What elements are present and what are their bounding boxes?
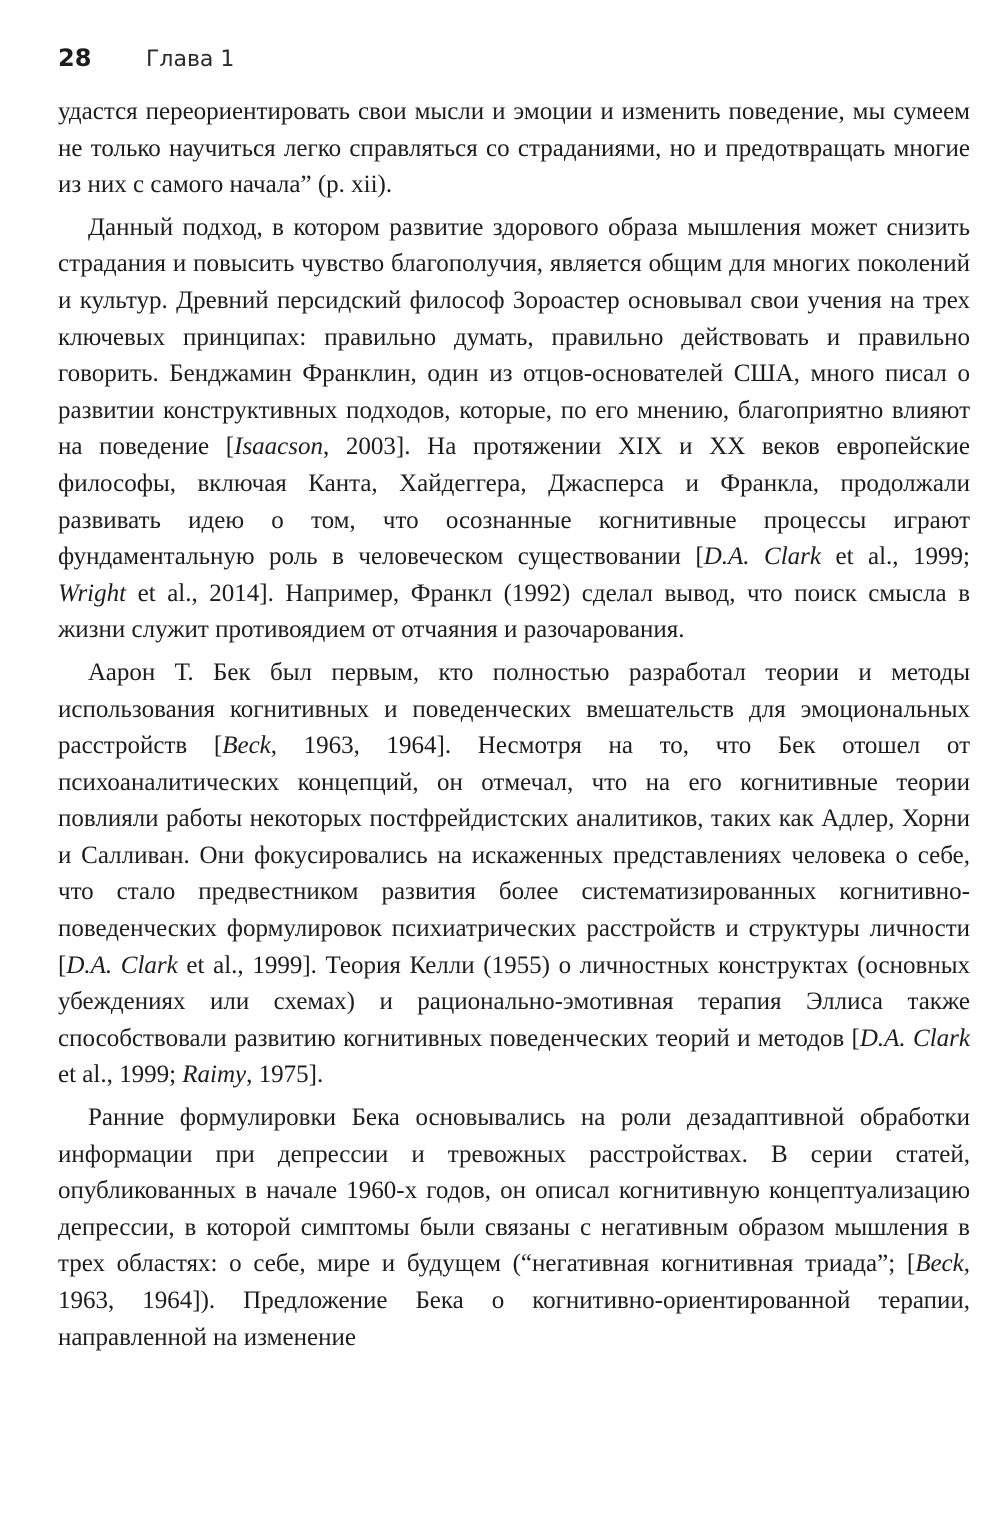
text-segment: et al., 1999; bbox=[820, 543, 971, 571]
paragraph-2 bbox=[58, 210, 970, 649]
text-segment: Данный подход, в котором развитие здорового образа мышления может снизить страдания и повысить чувство благополучия, является общим для многих поколений и культур. Древний персидский философ Зороастер основывал свои учения на трех ключевых принципах: правильно думать, правильно действовать и правильно говорить. Бенджамин Франклин, один из отцов-основателей США, много писал о развитии конструктивных подходов, которые, по его мнению, благоприятно влияют на поведение [ bbox=[58, 213, 970, 461]
paragraph-1 bbox=[58, 94, 970, 204]
citation-author: D.A. Clark bbox=[703, 543, 821, 571]
text-segment: , 1963, 1964]). Предложение Бека о когнитивно-ориентированной терапии, направленной на изменение bbox=[58, 1250, 970, 1351]
citation-author: D.A. Clark bbox=[859, 1024, 970, 1052]
page-number: 28 bbox=[58, 44, 92, 72]
text-segment: et al., 1999]. Теория Келли (1955) о личностных конструктах (основных убеждениях или схемах) и рационально-эмотивная терапия Эллиса также способствовали развитию когнитивных поведенческих теорий и методов [ bbox=[58, 951, 970, 1052]
body-text bbox=[58, 94, 970, 1356]
text-segment: , 2003]. На протяжении XIX и XX веков европейские философы, включая Канта, Хайдеггера, Джасперса и Франкла, продолжали развивать идею о том, что осознанные когнитивные процессы играют фундаментальную роль в человеческом существовании [ bbox=[58, 433, 971, 571]
paragraph-4 bbox=[58, 1100, 970, 1356]
text-segment: , 1963, 1964]. Несмотря на то, что Бек отошел от психоаналитических концепций, он отмечал, что на его когнитивные теории повлияли работы некоторых постфрейдистских аналитиков, таких как Адлер, Хорни и Салливан. Они фокусировались на искаженных представлениях человека о себе, что стало предвестником развития более систематизированных когнитивно-поведенческих формулировок психиатрических расстройств и структуры личности [ bbox=[58, 732, 970, 979]
citation-author: D.A. Clark bbox=[66, 951, 178, 979]
text-segment: et al., 2014]. Например, Франкл (1992) сделал вывод, что поиск смысла в жизни служит противоядием от отчаяния и разочарования. bbox=[58, 579, 970, 644]
citation-author: Beck bbox=[222, 732, 271, 760]
text-segment: Аарон Т. Бек был первым, кто полностью разработал теории и методы использования когнитивных и поведенческих вмешательств для эмоциональных расстройств [ bbox=[58, 658, 970, 760]
text-segment: удастся переориентировать свои мысли и эмоции и изменить поведение, мы сумеем не только научиться легко справляться со страданиями, но и предотвращать многие из них с самого начала” (p. xii). bbox=[58, 98, 970, 199]
citation-author: Beck bbox=[915, 1250, 964, 1278]
running-head bbox=[58, 44, 970, 72]
citation-author: Isaacson bbox=[234, 433, 324, 461]
citation-author: Wright bbox=[58, 579, 127, 607]
text-segment: , 1975]. bbox=[246, 1061, 324, 1089]
chapter-title: Глава 1 bbox=[146, 47, 235, 72]
text-segment: Ранние формулировки Бека основывались на роли дезадаптивной обработки информации при депрессии и тревожных расстройствах. В серии статей, опубликованных в начале 1960-х годов, он описал когнитивную концептуализацию депрессии, в которой симптомы были связаны с негативным образом мышления в трех областях: о себе, мире и будущем (“негативная когнитивная триада”; [ bbox=[58, 1104, 970, 1278]
paragraph-3 bbox=[58, 655, 970, 1094]
text-segment: et al., 1999; bbox=[58, 1061, 183, 1089]
citation-author: Raimy bbox=[182, 1061, 247, 1089]
book-page bbox=[58, 44, 970, 1356]
